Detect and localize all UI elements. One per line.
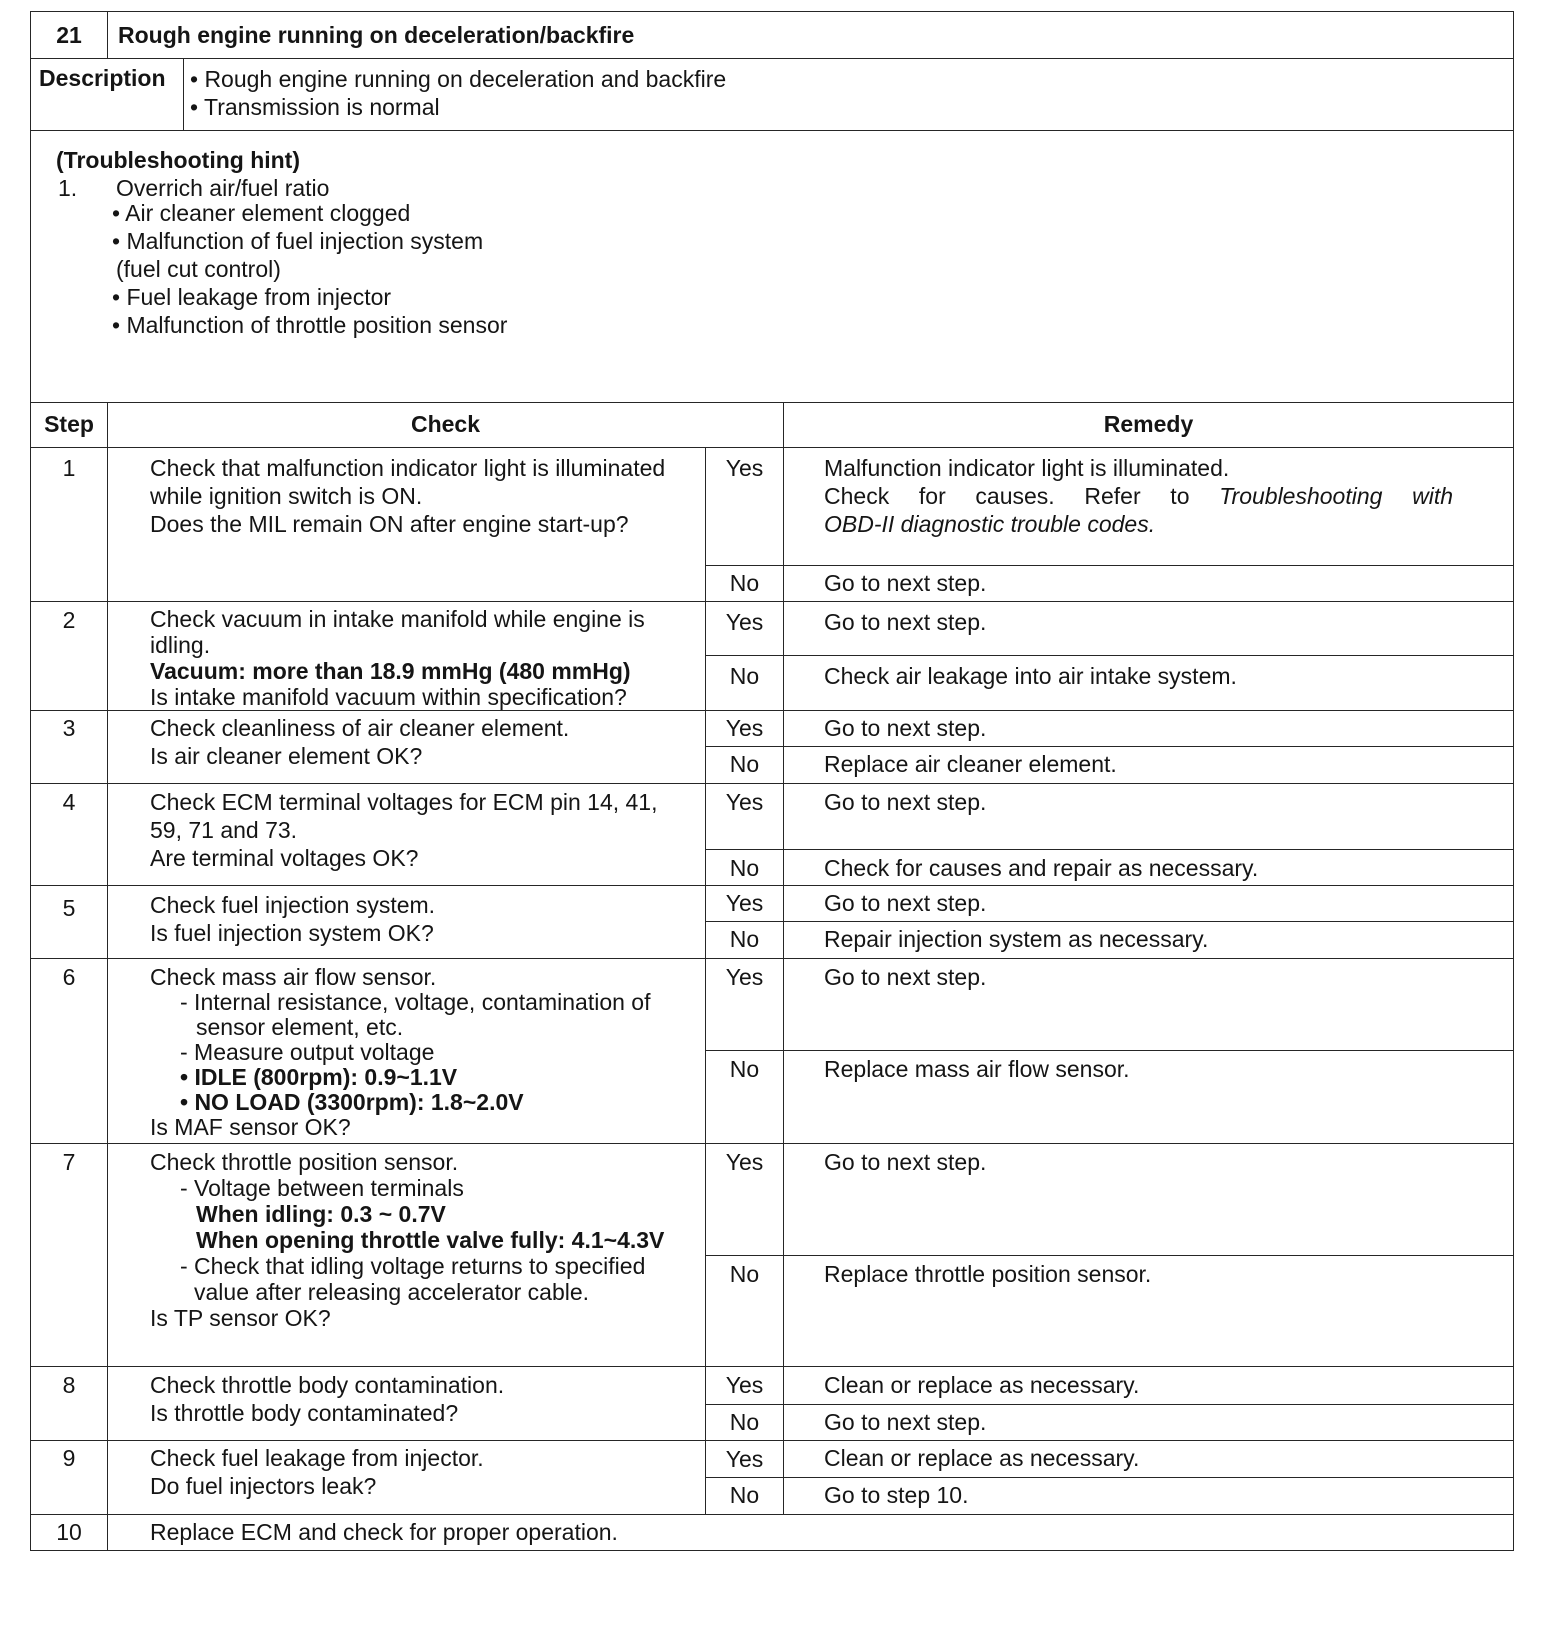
remedy-reference: OBD-II diagnostic trouble codes. [824, 511, 1156, 537]
check-line: Check that malfunction indicator light is illuminated [150, 455, 666, 481]
hint-cause: Overrich air/fuel ratio [116, 175, 330, 201]
check-line: Check vacuum in intake manifold while engine is [150, 606, 645, 632]
column-header-remedy: Remedy [784, 403, 1514, 448]
page-title: Rough engine running on deceleration/backfire [108, 12, 1514, 59]
check-subline: - Voltage between terminals [180, 1175, 464, 1201]
remedy-no: Go to next step. [784, 566, 1514, 602]
remedy-yes: Go to next step. [784, 1144, 1514, 1256]
step-row [31, 711, 1514, 747]
step-number: 3 [31, 711, 108, 784]
check-line: Check throttle body contamination. [150, 1372, 505, 1398]
check-line: Are terminal voltages OK? [150, 845, 419, 871]
troubleshooting-hint [31, 131, 1514, 403]
check-line: Check mass air flow sensor. [150, 964, 437, 990]
check-spec: When opening throttle valve fully: 4.1~4.3V [196, 1227, 665, 1253]
answer-no: No [706, 1405, 784, 1441]
step-check [108, 784, 706, 886]
step-row [31, 1441, 1514, 1478]
check-subline: - Internal resistance, voltage, contamination of [180, 989, 651, 1015]
remedy-no: Check for causes and repair as necessary. [784, 850, 1514, 886]
step-check [108, 1144, 706, 1367]
answer-yes: Yes [706, 784, 784, 850]
answer-yes: Yes [706, 1441, 784, 1478]
remedy-no: Replace throttle position sensor. [784, 1256, 1514, 1367]
hint-bullet: • Air cleaner element clogged [112, 200, 411, 226]
hint-bullet: • Malfunction of fuel injection system [112, 228, 484, 254]
step-row [31, 1515, 1514, 1551]
hint-number: 1. [58, 175, 78, 201]
remedy-no: Replace air cleaner element. [784, 747, 1514, 784]
step-number: 6 [31, 959, 108, 1144]
remedy-yes: Clean or replace as necessary. [784, 1367, 1514, 1405]
item-number: 21 [31, 12, 108, 59]
troubleshooting-table [30, 11, 1514, 1551]
remedy-no: Check air leakage into air intake system. [784, 656, 1514, 711]
column-header-check: Check [108, 403, 784, 448]
check-line: Check fuel leakage from injector. [150, 1445, 484, 1471]
check-line: Does the MIL remain ON after engine start-up? [150, 511, 629, 537]
answer-no: No [706, 747, 784, 784]
step-number: 1 [31, 448, 108, 602]
remedy-yes: Go to next step. [784, 711, 1514, 747]
remedy-yes: Go to next step. [784, 602, 1514, 656]
remedy-no: Repair injection system as necessary. [784, 922, 1514, 959]
description-item: • Rough engine running on deceleration and backfire [190, 66, 727, 92]
remedy-no: Replace mass air flow sensor. [784, 1051, 1514, 1144]
column-header-step: Step [31, 403, 108, 448]
check-line: Is MAF sensor OK? [150, 1114, 351, 1140]
remedy-yes: Go to next step. [784, 784, 1514, 850]
check-subline: sensor element, etc. [196, 1014, 404, 1040]
description-item: • Transmission is normal [190, 94, 440, 120]
answer-yes: Yes [706, 602, 784, 656]
step-row [31, 959, 1514, 1051]
answer-yes: Yes [706, 711, 784, 747]
answer-yes: Yes [706, 886, 784, 922]
step-check [108, 886, 706, 959]
step-number: 9 [31, 1441, 108, 1515]
check-spec: • IDLE (800rpm): 0.9~1.1V [180, 1064, 458, 1090]
check-line: Check fuel injection system. [150, 892, 436, 918]
answer-no: No [706, 1051, 784, 1144]
remedy-reference: Troubleshooting with [1219, 483, 1454, 509]
answer-no: No [706, 850, 784, 886]
description-row [31, 59, 1514, 131]
check-line: Do fuel injectors leak? [150, 1473, 377, 1499]
check-line: while ignition switch is ON. [150, 483, 423, 509]
check-line: Check cleanliness of air cleaner element. [150, 715, 570, 741]
step-number: 2 [31, 602, 108, 711]
step-check [108, 602, 706, 711]
check-line: Is fuel injection system OK? [150, 920, 434, 946]
step-check [108, 711, 706, 784]
step-number: 4 [31, 784, 108, 886]
remedy-no: Go to next step. [784, 1405, 1514, 1441]
step-number: 5 [31, 886, 108, 959]
step-check [108, 1441, 706, 1515]
answer-no: No [706, 922, 784, 959]
hint-row [31, 131, 1514, 403]
check-spec: When idling: 0.3 ~ 0.7V [196, 1201, 446, 1227]
answer-yes: Yes [706, 1144, 784, 1256]
step-number: 8 [31, 1367, 108, 1441]
check-line: idling. [150, 632, 211, 658]
check-line: Check throttle position sensor. [150, 1149, 459, 1175]
check-line: Is throttle body contaminated? [150, 1400, 459, 1426]
answer-no: No [706, 656, 784, 711]
step-check: Replace ECM and check for proper operation. [108, 1515, 1514, 1551]
step-row [31, 784, 1514, 850]
hint-bullet-continued: (fuel cut control) [116, 256, 281, 282]
remedy-yes: Clean or replace as necessary. [784, 1441, 1514, 1478]
hint-title: (Troubleshooting hint) [56, 147, 301, 173]
troubleshooting-document [30, 11, 1513, 1551]
check-spec: • NO LOAD (3300rpm): 1.8~2.0V [180, 1089, 524, 1115]
answer-yes: Yes [706, 448, 784, 566]
remedy-yes [784, 448, 1514, 566]
step-row [31, 448, 1514, 566]
hint-cause-line [56, 174, 1513, 199]
check-line: 59, 71 and 73. [150, 817, 298, 843]
step-check [108, 1367, 706, 1441]
step-check [108, 448, 706, 602]
hint-bullet: • Fuel leakage from injector [112, 284, 392, 310]
check-line: Is air cleaner element OK? [150, 743, 423, 769]
step-row [31, 886, 1514, 922]
check-line: Is intake manifold vacuum within specification? [150, 684, 627, 710]
check-spec: Vacuum: more than 18.9 mmHg (480 mmHg) [150, 658, 631, 684]
remedy-yes: Go to next step. [784, 959, 1514, 1051]
step-row [31, 1144, 1514, 1256]
answer-no: No [706, 1256, 784, 1367]
step-row [31, 1367, 1514, 1405]
check-line: Check ECM terminal voltages for ECM pin 14, 41, [150, 789, 658, 815]
description-label: Description [31, 59, 184, 131]
step-number: 10 [31, 1515, 108, 1551]
answer-no: No [706, 1478, 784, 1515]
hint-bullet: • Malfunction of throttle position sensor [112, 312, 508, 338]
step-check [108, 959, 706, 1144]
answer-no: No [706, 566, 784, 602]
header-row [31, 12, 1514, 59]
answer-yes: Yes [706, 1367, 784, 1405]
step-number: 7 [31, 1144, 108, 1367]
remedy-no: Go to step 10. [784, 1478, 1514, 1515]
column-header-row [31, 403, 1514, 448]
check-line: Is TP sensor OK? [150, 1305, 331, 1331]
check-subline: - Measure output voltage [180, 1039, 435, 1065]
remedy-yes: Go to next step. [784, 886, 1514, 922]
remedy-line: Malfunction indicator light is illuminated. [824, 455, 1230, 481]
check-subline: value after releasing accelerator cable. [194, 1279, 590, 1305]
remedy-text: Check for causes. Refer to [824, 483, 1220, 509]
remedy-line [824, 482, 1453, 510]
description-content [184, 59, 1514, 131]
check-subline: - Check that idling voltage returns to specified [180, 1253, 646, 1279]
answer-yes: Yes [706, 959, 784, 1051]
step-row [31, 602, 1514, 656]
